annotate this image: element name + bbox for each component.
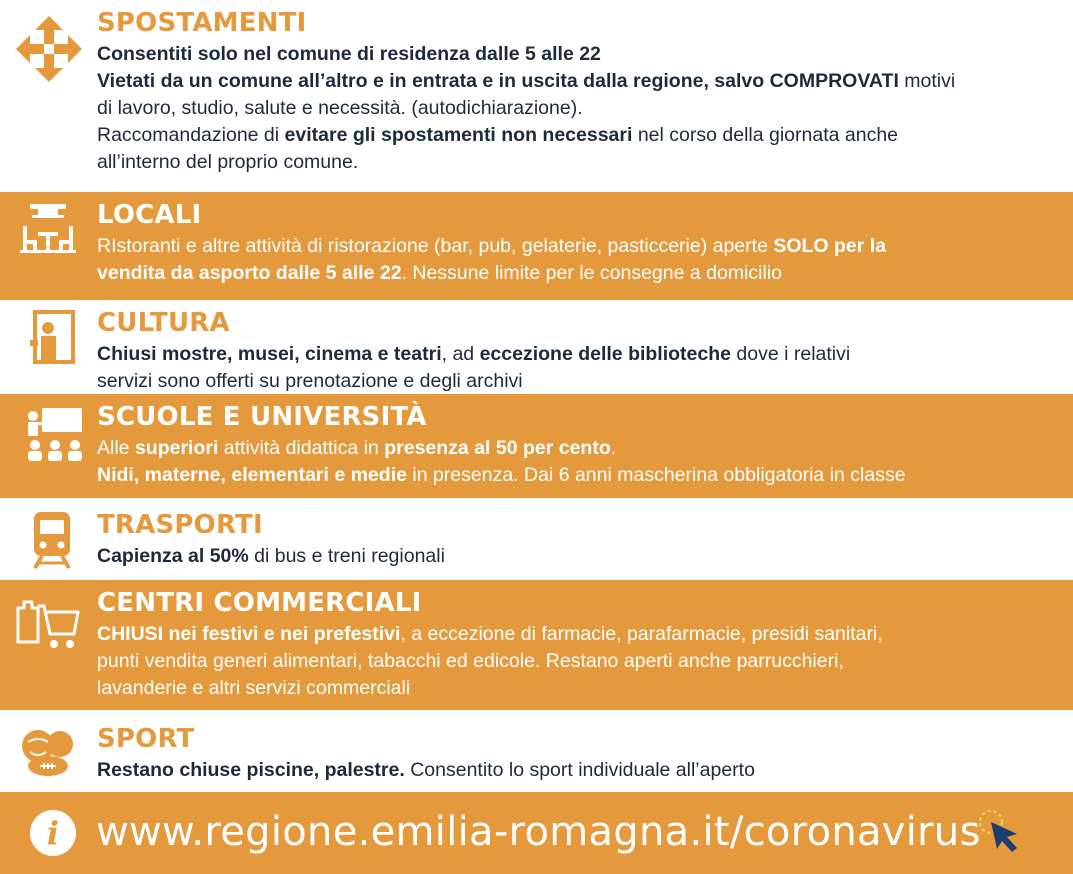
section-body xyxy=(97,435,1053,489)
info-glyph: i xyxy=(46,814,60,852)
body-text: attività didattica in xyxy=(218,437,385,459)
section-cultura xyxy=(0,300,1073,394)
website-link[interactable]: www.regione.emilia-romagna.it/coronavirus xyxy=(96,809,981,855)
bold-text: evitare gli spostamenti non necessari xyxy=(284,124,633,146)
body-line xyxy=(97,260,1053,287)
body-text: Alle xyxy=(97,437,135,459)
body-line xyxy=(97,122,1053,149)
body-text: punti vendita generi alimentari, tabacchi ed edicole. Restano aperti anche parrucchieri, xyxy=(97,650,844,672)
body-text: motivi xyxy=(898,70,956,92)
body-text: nel corso della giornata anche xyxy=(632,124,899,146)
body-text: servizi sono offerti su prenotazione e degli archivi xyxy=(97,370,523,392)
section-body xyxy=(97,621,1053,702)
body-line xyxy=(97,341,1053,368)
train-icon xyxy=(32,510,72,570)
footer xyxy=(0,792,1073,874)
body-text: . Nessune limite per le consegne a domicilio xyxy=(401,262,782,284)
section-scuole xyxy=(0,394,1073,498)
section-title: SCUOLE E UNIVERSITÀ xyxy=(97,402,427,432)
section-title: SPOSTAMENTI xyxy=(97,8,307,38)
bold-text: Chiusi mostre, musei, cinema e teatri xyxy=(97,343,442,365)
body-line xyxy=(97,462,1053,489)
body-text: , a eccezione di farmacie, parafarmacie, presidi sanitari, xyxy=(400,623,883,645)
body-line xyxy=(97,757,1053,784)
body-text: dove i relativi xyxy=(731,343,851,365)
bold-text: Nidi, materne, elementari e medie xyxy=(97,464,407,486)
body-text: Consentito lo sport individuale all’aperto xyxy=(404,759,755,781)
body-text: , ad xyxy=(441,343,480,365)
body-text: . xyxy=(610,437,617,459)
museum-painting-icon xyxy=(30,310,76,364)
shopping-cart-icon xyxy=(14,598,80,650)
bold-text: Capienza al 50% xyxy=(97,545,249,567)
body-text: in presenza. Dai 6 anni mascherina obbligatoria in classe xyxy=(406,464,906,486)
bold-text: CHIUSI nei festivi e nei prefestivi xyxy=(97,623,401,645)
bold-text: Vietati da un comune all’altro e in entrata e in uscita dalla regione, salvo COMPROVATI xyxy=(97,70,899,92)
section-locali xyxy=(0,192,1073,300)
bold-text: vendita da asporto dalle 5 alle 22 xyxy=(97,262,402,284)
body-line xyxy=(97,543,1053,570)
body-text: di lavoro, studio, salute e necessità. (autodichiarazione). xyxy=(97,97,583,119)
bold-text: presenza al 50 per cento xyxy=(384,437,611,459)
bold-text: Consentiti solo nel comune di residenza dalle 5 alle 22 xyxy=(97,43,601,65)
section-body xyxy=(97,341,1053,395)
section-body xyxy=(97,233,1053,287)
restaurant-icon xyxy=(20,204,76,256)
move-arrows-icon xyxy=(14,14,84,84)
bold-text: SOLO per la xyxy=(773,235,887,257)
section-spostamenti xyxy=(0,0,1073,192)
body-line xyxy=(97,149,1053,176)
body-text: RIstoranti e altre attività di ristorazione (bar, pub, gelaterie, pasticcerie) aperte xyxy=(97,235,774,257)
section-sport xyxy=(0,710,1073,792)
body-line xyxy=(97,95,1053,122)
section-body xyxy=(97,41,1053,176)
section-centri-commerciali xyxy=(0,580,1073,710)
body-line xyxy=(97,648,1053,675)
body-text: di bus e treni regionali xyxy=(248,545,445,567)
section-title: SPORT xyxy=(97,724,195,754)
info-icon xyxy=(30,810,76,856)
body-text: all’interno del proprio comune. xyxy=(97,151,359,173)
section-title: CULTURA xyxy=(97,308,230,338)
body-text: Raccomandazione di xyxy=(97,124,285,146)
section-body xyxy=(97,757,1053,784)
cursor-click-icon xyxy=(975,806,1025,856)
section-trasporti xyxy=(0,498,1073,580)
body-line xyxy=(97,675,1053,702)
section-title: CENTRI COMMERCIALI xyxy=(97,588,422,618)
body-line xyxy=(97,368,1053,395)
body-text: lavanderie e altri servizi commerciali xyxy=(97,677,411,699)
body-line xyxy=(97,68,1053,95)
bold-text: superiori xyxy=(134,437,219,459)
body-line xyxy=(97,233,1053,260)
bold-text: Restano chiuse piscine, palestre. xyxy=(97,759,405,781)
bold-text: eccezione delle biblioteche xyxy=(479,343,731,365)
body-line xyxy=(97,621,1053,648)
body-line xyxy=(97,41,1053,68)
sport-balls-icon xyxy=(16,722,78,780)
classroom-icon xyxy=(26,408,86,464)
section-body xyxy=(97,543,1053,570)
section-title: TRASPORTI xyxy=(97,510,263,540)
section-title: LOCALI xyxy=(97,200,202,230)
body-line xyxy=(97,435,1053,462)
